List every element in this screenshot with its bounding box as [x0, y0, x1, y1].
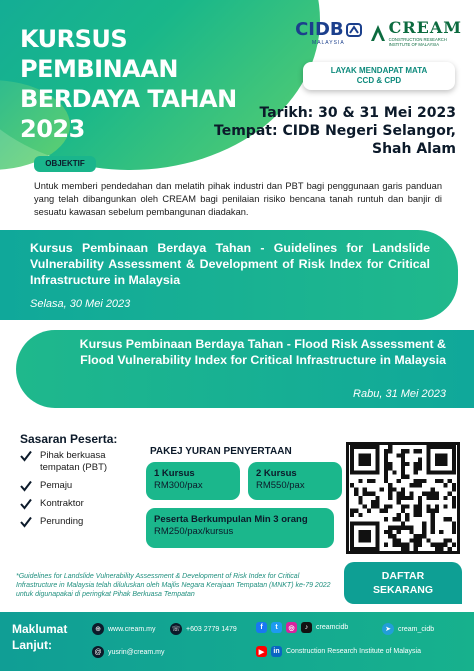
course-date: Rabu, 31 Mei 2023: [353, 388, 446, 400]
page-title: KURSUS PEMBINAAN BERDAYA TAHAN 2023: [20, 25, 237, 143]
fee-option-2-courses: 2 Kursus RM550/pax: [248, 462, 342, 500]
footnote: *Guidelines for Landslide Vulnerability Assessment & Development of Risk Index for Critical Infrastructure in Malaysia telah diluluskan oleh Majlis Negara Kerajaan Tempatan (MNKT) ke-79 2022 untuk digunapakai di peringkat Pihak Berkuasa Tempatan: [16, 573, 331, 598]
email-icon: @: [92, 646, 104, 658]
fee-option-1-course: 1 Kursus RM300/pax: [146, 462, 240, 500]
target-participants-title: Sasaran Peserta:: [20, 432, 118, 446]
linkedin-icon: in: [271, 646, 282, 657]
course-title: Kursus Pembinaan Berdaya Tahan - Guidelines for Landslide Vulnerability Assessment & Development of Risk Index for Critical Infrastructure in Malaysia: [30, 241, 430, 287]
checkmark-icon: [20, 480, 32, 492]
linkedin-link[interactable]: ▶ in Construction Research Institute of Malaysia: [256, 646, 421, 657]
course-date: Selasa, 30 Mei 2023: [30, 298, 131, 310]
instagram-icon[interactable]: ◎: [286, 622, 297, 633]
qr-code-icon: [349, 445, 457, 551]
checkmark-icon: [20, 450, 32, 462]
objektif-text: Untuk memberi pendedahan dan melatih pihak industri dan PBT bagi penggunaan garis panduan yang telah dibangunkan oleh CREAM bagi penilaian risiko bencana tanah runtuh dan banjir di sesuatu kawasan sebelum pembangunan diadakan.: [34, 181, 442, 217]
telegram-icon: ➤: [382, 623, 394, 635]
checkmark-icon: [20, 498, 32, 510]
social-links: [256, 622, 348, 633]
facebook-icon[interactable]: f: [256, 622, 267, 633]
list-item: Kontraktor: [20, 498, 120, 510]
tiktok-icon[interactable]: ♪: [301, 622, 312, 633]
fee-package-title: PAKEJ YURAN PENYERTAAN: [150, 446, 292, 457]
list-item: Pemaju: [20, 480, 120, 492]
event-venue-city: Shah Alam: [371, 141, 456, 157]
cidb-logo: CIDB MALAYSIA: [295, 19, 362, 46]
event-date: Tarikh: 30 & 31 Mei 2023: [259, 105, 456, 121]
event-info: [214, 104, 456, 158]
phone-link[interactable]: ☏ +603 2779 1479: [170, 623, 237, 635]
checkmark-icon: [20, 516, 32, 528]
list-item: Perunding: [20, 516, 120, 528]
target-participants-list: [20, 450, 120, 534]
event-venue: Tempat: CIDB Negeri Selangor,: [214, 123, 456, 139]
phone-icon: ☏: [170, 623, 182, 635]
footer-contact-bar: [0, 612, 474, 671]
list-item: Pihak berkuasa tempatan (PBT): [20, 450, 120, 474]
contact-label: Maklumat Lanjut:: [12, 622, 68, 652]
ccd-cpd-badge: LAYAK MENDAPAT MATA CCD & CPD: [303, 62, 455, 90]
globe-icon: ⊕: [92, 623, 104, 635]
course-card-flood: [16, 330, 474, 408]
register-now-button[interactable]: DAFTAR SEKARANG: [344, 562, 462, 604]
fee-option-group: Peserta Berkumpulan Min 3 orang RM250/pax/kursus: [146, 508, 334, 548]
cidb-emblem-icon: [346, 23, 362, 37]
objektif-label: OBJEKTIF: [34, 156, 96, 172]
telegram-link[interactable]: ➤ cream_cidb: [382, 623, 434, 635]
course-card-landslide: [0, 230, 458, 320]
course-title: Kursus Pembinaan Berdaya Tahan - Flood Risk Assessment & Flood Vulnerability Index for Critical Infrastructure in Malaysia: [79, 337, 446, 367]
social-handle-link[interactable]: creamcidb: [316, 624, 349, 631]
logo-group: [295, 18, 462, 47]
youtube-icon: ▶: [256, 646, 267, 657]
cream-emblem-icon: [370, 24, 386, 42]
twitter-icon[interactable]: t: [271, 622, 282, 633]
registration-qr-code[interactable]: [346, 442, 460, 554]
cream-logo: CREAM CONSTRUCTION RESEARCH INSTITUTE OF MALAYSIA: [370, 18, 462, 47]
email-link[interactable]: @ yusrin@cream.my: [92, 646, 165, 658]
website-link[interactable]: ⊕ www.cream.my: [92, 623, 155, 635]
